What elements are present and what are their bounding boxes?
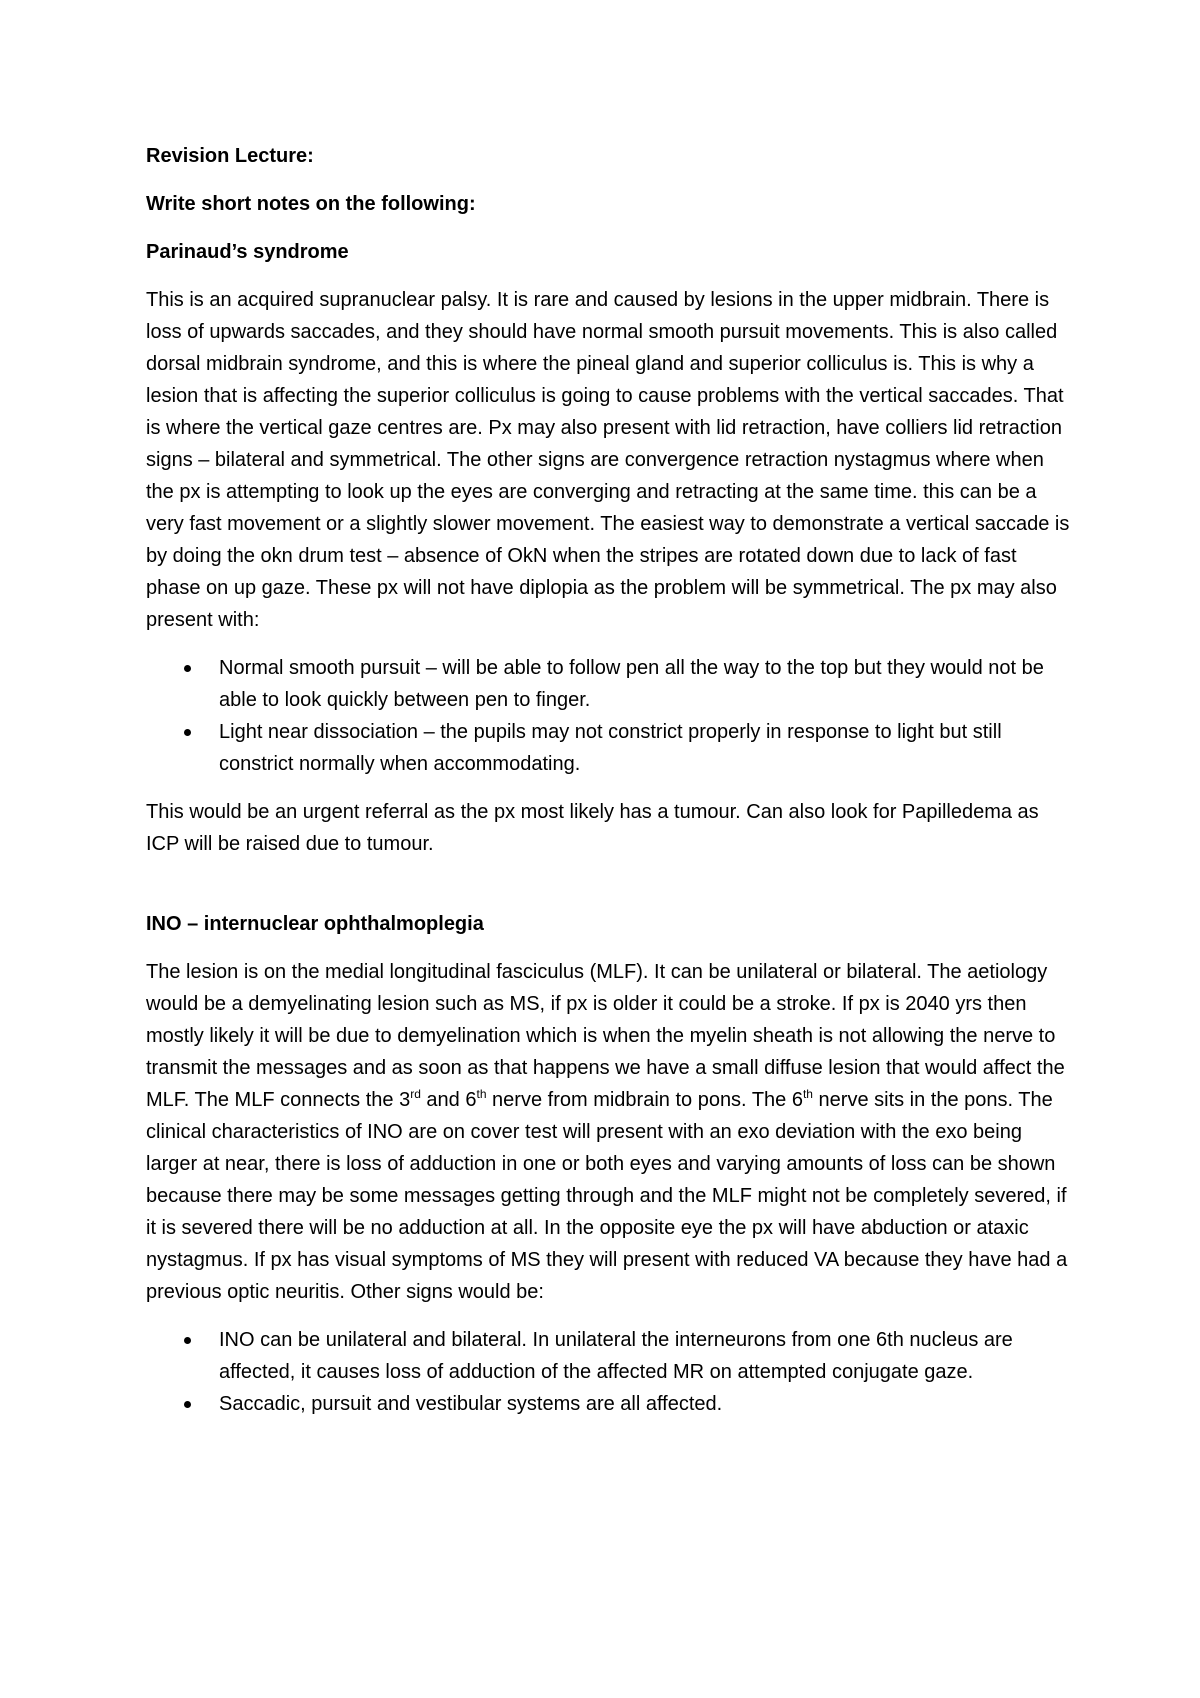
document-title: Revision Lecture: [146,145,314,167]
list-item: Saccadic, pursuit and vestibular systems are all affected. [219,1388,1076,1420]
document-page [146,140,1076,1436]
spacer [146,876,1076,908]
paragraph-text: The lesion is on the medial longitudinal fasciculus (MLF). It can be unilateral or bilateral. The aetiology would be a demyelinating lesion such as MS, if px is older it could be a stroke. If px is 2040 yrs then mostly likely it will be due to demyelination which is when the myelin sheath is not allowing the nerve to transmit the messages and as soon as that happens we have a small diffuse lesion that would affect the MLF. The MLF connects the 3 [146,961,1065,1111]
superscript: th [802,1087,813,1101]
bullet-list-ino [146,1324,1076,1420]
paragraph-text: and 6 [420,1089,477,1111]
superscript: th [476,1087,487,1101]
paragraph-text: nerve sits in the pons. The clinical characteristics of INO are on cover test will present with an exo deviation with the exo being larger at near, there is loss of adduction in one or both eyes and varying amounts of loss can be shown because there may be some messages getting through and the MLF might not be completely severed, if it is severed there will be no adduction at all. In the opposite eye the px will have abduction or ataxic nystagmus. If px has visual symptoms of MS they will present with reduced VA because they have had a previous optic neuritis. Other signs would be: [146,1089,1068,1303]
paragraph-ino [146,956,1076,1308]
list-item: Normal smooth pursuit – will be able to follow pen all the way to the top but they would not be able to look quickly between pen to finger. [219,652,1076,716]
paragraph-parinaud: This is an acquired supranuclear palsy. It is rare and caused by lesions in the upper midbrain. There is loss of upwards saccades, and they should have normal smooth pursuit movements. This is also called dorsal midbrain syndrome, and this is where the pineal gland and superior colliculus is. This is why a lesion that is affecting the superior colliculus is going to cause problems with the vertical saccades. That is where the vertical gaze centres are. Px may also present with lid retraction, have colliers lid retraction signs – bilateral and symmetrical. The other signs are convergence retraction nystagmus where when the px is attempting to look up the eyes are converging and retracting at the same time. this can be a very fast movement or a slightly slower movement. The easiest way to demonstrate a vertical saccade is by doing the okn drum test – absence of OkN when the stripes are rotated down due to lack of fast phase on up gaze. These px will not have diplopia as the problem will be symmetrical. The px may also present with: [146,289,1070,631]
paragraph-text: nerve from midbrain to pons. The 6 [486,1089,803,1111]
superscript: rd [410,1087,421,1101]
paragraph-referral: This would be an urgent referral as the px most likely has a tumour. Can also look for Papilledema as ICP will be raised due to tumour. [146,801,1039,855]
list-item: Light near dissociation – the pupils may not constrict properly in response to light but still constrict normally when accommodating. [219,716,1076,780]
section-heading-parinaud: Parinaud’s syndrome [146,241,349,263]
list-item: INO can be unilateral and bilateral. In unilateral the interneurons from one 6th nucleus are affected, it causes loss of adduction of the affected MR on attempted conjugate gaze. [219,1324,1076,1388]
bullet-list-parinaud [146,652,1076,780]
section-heading-ino: INO – internuclear ophthalmoplegia [146,913,484,935]
document-subtitle: Write short notes on the following: [146,193,476,215]
